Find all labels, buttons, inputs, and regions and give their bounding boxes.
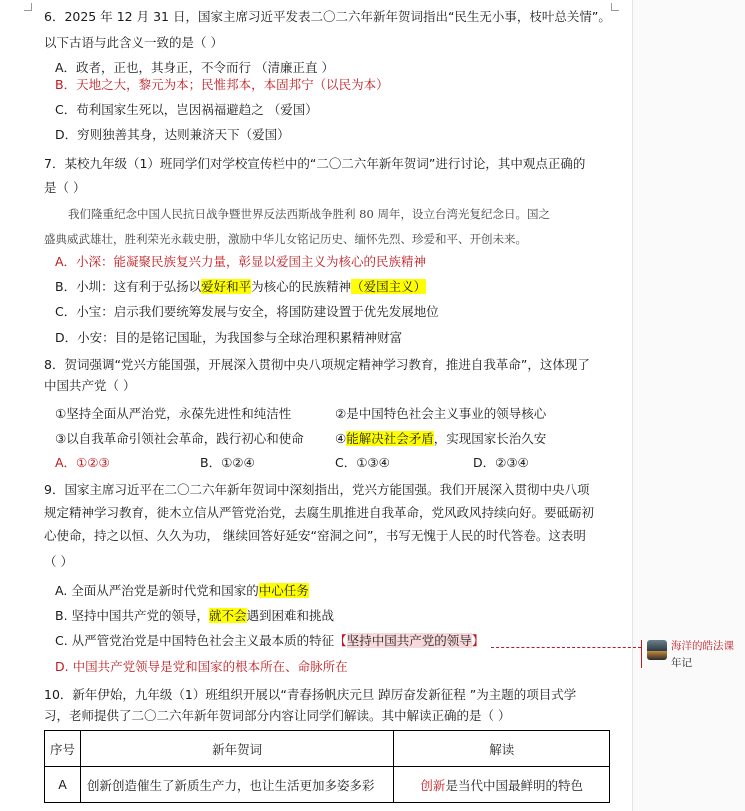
table-cell-interpretation [394, 767, 610, 803]
q9-stem-line-2: 规定精神学习教育，徙木立信从严管党治党，去腐生肌推进自我革命，党风政风持续向好。要砥砺初 [44, 505, 595, 520]
q9-option-c-text: C. 从严管党治党是中国特色社会主义最本质的特征 [55, 633, 335, 648]
table-cell-interpretation-keyword: 创新 [420, 777, 446, 793]
q9-option-b-text-end: 遇到困难和挑战 [246, 608, 335, 623]
q7-stem-line-2: 是（ ） [44, 180, 86, 195]
q7-option-b [55, 278, 426, 296]
page-corner-mark [611, 3, 619, 11]
q9-option-b-highlight: 就不会 [209, 608, 247, 623]
table-cell-interpretation-text: 是当代中国最鲜明的特色 [445, 777, 583, 793]
q7-stem-line-1: 7．某校九年级（1）班同学们对学校宣传栏中的“二〇二六年新年贺词”进行讨论，其中观点正确的 [44, 156, 586, 171]
q8-item-1: ①坚持全面从严治党，永葆先进性和纯洁性 [55, 406, 292, 421]
q9-stem-line-1: 9．国家主席习近平在二〇二六年新年贺词中深刻指出，党兴方能国强。我们开展深入贯彻中央八项 [44, 482, 590, 497]
q9-stem-line-3: 心使命，持之以恒、久久为功， 继续回答好延安“窑洞之问”，书写无愧于人民的时代答卷。这表明 [44, 528, 586, 543]
q8-item-4-number: ④ [335, 431, 347, 446]
q8-item-3: ③以自我革命引领社会革命，践行初心和使命 [55, 431, 304, 446]
q9-option-c-commented-text[interactable]: 坚持中国共产党的领导 [346, 633, 472, 648]
table-header-interpretation: 解读 [394, 731, 610, 767]
q7-quote-line-2: 盛典威武雄壮，胜利荣光永载史册，激励中华儿女铭记历史、缅怀先烈、珍爱和平、开创未来。 [44, 232, 527, 246]
q7-option-b-annotation: （爱国主义） [351, 279, 427, 294]
table-header-greeting: 新年贺词 [80, 731, 393, 767]
q8-choice-b: B．①②④ [200, 455, 255, 470]
comment-connector-line [491, 647, 641, 648]
q9-option-b [55, 607, 334, 625]
q6-option-d: D．穷则独善其身，达则兼济天下（爱国） [55, 127, 290, 142]
q6-option-c: C．苟利国家生死以，岂因祸福避趋之 （爱国） [55, 102, 318, 117]
q7-option-c: C．小宝：启示我们要统筹发展与安全，将国防建设置于优先发展地位 [55, 304, 439, 319]
table-header-id: 序号 [45, 731, 81, 767]
q7-option-b-text-mid: 为核心的民族精神 [251, 279, 352, 294]
comment-margin-pane [633, 0, 745, 811]
q9-option-a [55, 582, 309, 600]
q8-item-4-text: ，实现国家长治久安 [433, 431, 547, 446]
q8-choice-a-answer: A．①②③ [55, 455, 110, 470]
q9-option-d-answer: D. 中国共产党领导是党和国家的根本所在、命脉所在 [55, 659, 348, 674]
q6-stem-line-1: 6．2025 年 12 月 31 日，国家主席习近平发表二〇二六年新年贺词指出“民生无小事，枝叶总关情”。 [44, 9, 611, 24]
q10-stem-line-1: 10．新年伊始，九年级（1）班组织开展以“青春扬帆庆元旦 踔厉奋发新征程 ”为主题的项目式学 [44, 687, 577, 702]
q10-stem-line-2: 习，老师提供了二〇二六年新年贺词部分内容让同学们解读。其中解读正确的是（ ） [44, 708, 511, 723]
avatar [647, 640, 667, 660]
q8-stem-line-1: 8．贺词强调“党兴方能国强，开展深入贯彻中央八项规定精神学习教育，推进自我革命”，这体现了 [44, 357, 590, 372]
q6-option-b-answer: B．天地之大，黎元为本；民惟邦本，本固邦宁（以民为本） [55, 77, 389, 92]
q7-option-b-highlight: 爱好和平 [201, 279, 252, 294]
q7-quote-line-1: 我们隆重纪念中国人民抗日战争暨世界反法西斯战争胜利 80 周年，设立台湾光复纪念日。国之 [68, 207, 550, 221]
q7-option-b-text: B．小圳：这有利于弘扬以 [55, 279, 202, 294]
q8-choice-c: C．①③④ [335, 455, 390, 470]
table-cell-greeting: 创新创造催生了新质生产力，也让生活更加多姿多彩 [80, 767, 393, 803]
q7-option-d: D．小安：目的是铭记国耻，为我国参与全球治理积累精神财富 [55, 330, 403, 345]
page-corner-mark [24, 3, 32, 11]
q8-item-2: ②是中国特色社会主义事业的领导核心 [335, 406, 547, 421]
q9-option-c-bracket-open: 【 [334, 633, 347, 648]
table-cell-id: A [45, 767, 81, 803]
q8-item-4-highlight: 能解决社会矛盾 [346, 431, 434, 446]
table-header-row [45, 731, 610, 767]
q9-option-a-highlight: 中心任务 [258, 583, 309, 598]
q9-option-c [55, 632, 484, 650]
comment-connector-stub [641, 640, 642, 668]
q9-option-b-text: B. 坚持中国共产党的领导， [55, 608, 210, 623]
comment-author: 海洋的皓法课 [671, 640, 734, 652]
q9-stem-line-4: （ ） [44, 554, 73, 569]
q10-table [44, 730, 610, 803]
q9-option-c-bracket-close: 】 [471, 633, 485, 648]
q8-choice-d: D．②③④ [473, 455, 529, 470]
q8-stem-line-2: 中国共产党（ ） [44, 378, 136, 393]
q6-option-a: A．政者，正也，其身正，不令而行 （清廉正直 ） [55, 60, 334, 75]
comment-text[interactable]: 年记 [671, 657, 692, 669]
q7-option-a-answer: A．小深：能凝聚民族复兴力量，彰显以爱国主义为核心的民族精神 [55, 254, 427, 269]
table-row [45, 767, 610, 803]
q6-stem-line-2: 以下古语与此含义一致的是（ ） [44, 35, 223, 50]
q9-option-a-text: A. 全面从严治党是新时代党和国家的 [55, 583, 259, 598]
q8-item-4 [335, 430, 546, 448]
